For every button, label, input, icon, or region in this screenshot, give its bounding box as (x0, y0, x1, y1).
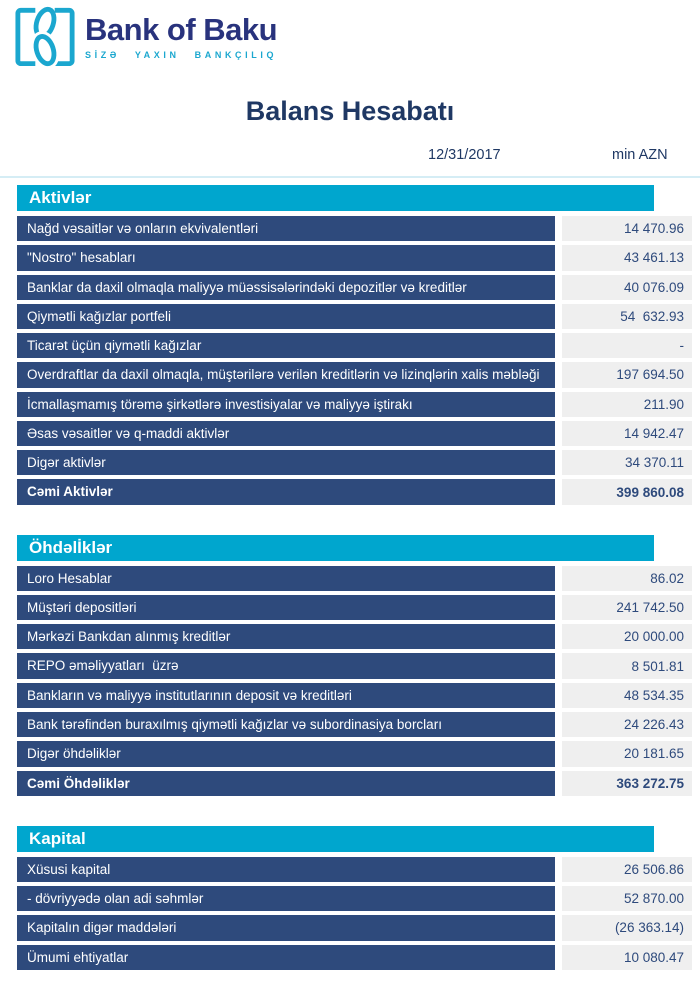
report-meta (0, 147, 700, 165)
table-row (17, 945, 692, 970)
row-value: 399 860.08 (562, 479, 692, 504)
table-row (17, 886, 692, 911)
currency-unit: min AZN (612, 147, 668, 163)
row-value: - (562, 333, 692, 358)
cell-gap (555, 304, 562, 329)
row-value: 363 272.75 (562, 771, 692, 796)
brand-tagline: SİZƏ YAXIN BANKÇILIQ (85, 50, 278, 61)
row-label: Nağd vəsaitlər və onların ekvivalentləri (17, 216, 555, 241)
row-value: 20 181.65 (562, 741, 692, 766)
row-label: İcmallaşmamış törəmə şirkətlərə investisiyalar və maliyyə iştirakı (17, 392, 555, 417)
row-value: 54 632.93 (562, 304, 692, 329)
table-row (17, 683, 692, 708)
page-title: Balans Hesabatı (245, 96, 455, 126)
balance-section (17, 185, 692, 505)
table-row (17, 741, 692, 766)
section-rows (17, 566, 692, 796)
table-row (17, 595, 692, 620)
table-row (17, 624, 692, 649)
table-row (17, 479, 692, 504)
row-value: 10 080.47 (562, 945, 692, 970)
table-row (17, 857, 692, 882)
table-row (17, 653, 692, 678)
cell-gap (555, 362, 562, 387)
row-label: Bankların və maliyyə institutlarının deposit və kreditləri (17, 683, 555, 708)
section-title: Kapital (17, 826, 654, 852)
table-row (17, 566, 692, 591)
row-value: 197 694.50 (562, 362, 692, 387)
row-label: "Nostro" hesabları (17, 245, 555, 270)
row-value: 14 942.47 (562, 421, 692, 446)
cell-gap (555, 683, 562, 708)
cell-gap (555, 771, 562, 796)
row-label: Qiymətli kağızlar portfeli (17, 304, 555, 329)
table-row (17, 362, 692, 387)
cell-gap (555, 333, 562, 358)
table-row (17, 333, 692, 358)
cell-gap (555, 275, 562, 300)
section-title: Aktivlər (17, 185, 654, 211)
table-row (17, 392, 692, 417)
row-value: 40 076.09 (562, 275, 692, 300)
row-label: Əsas vəsaitlər və q-maddi aktivlər (17, 421, 555, 446)
row-value: 48 534.35 (562, 683, 692, 708)
divider-rule (0, 176, 700, 178)
cell-gap (555, 566, 562, 591)
section-rows (17, 216, 692, 505)
table-row (17, 915, 692, 940)
balance-section (17, 535, 692, 796)
row-value: 20 000.00 (562, 624, 692, 649)
table-row (17, 216, 692, 241)
balance-section (17, 826, 692, 970)
cell-gap (555, 712, 562, 737)
row-value: 24 226.43 (562, 712, 692, 737)
cell-gap (555, 450, 562, 475)
brand-name: Bank of Baku (85, 12, 278, 47)
cell-gap (555, 595, 562, 620)
section-title: Öhdəlİklər (17, 535, 654, 561)
cell-gap (555, 624, 562, 649)
row-label: Kapitalın digər maddələri (17, 915, 555, 940)
row-label: Cəmi Aktivlər (17, 479, 555, 504)
cell-gap (555, 245, 562, 270)
cell-gap (555, 945, 562, 970)
balance-table (17, 185, 692, 970)
row-value: 26 506.86 (562, 857, 692, 882)
row-value: 8 501.81 (562, 653, 692, 678)
row-label: Digər aktivlər (17, 450, 555, 475)
row-label: Ticarət üçün qiymətli kağızlar (17, 333, 555, 358)
row-label: Digər öhdəliklər (17, 741, 555, 766)
row-value: 86.02 (562, 566, 692, 591)
table-row (17, 304, 692, 329)
report-date: 12/31/2017 (428, 147, 501, 163)
row-value: 211.90 (562, 392, 692, 417)
row-label: Banklar da daxil olmaqla maliyyə müəssisələrindəki depozitlər və kreditlər (17, 275, 555, 300)
cell-gap (555, 857, 562, 882)
table-row (17, 450, 692, 475)
row-label: Xüsusi kapital (17, 857, 555, 882)
cell-gap (555, 653, 562, 678)
row-label: Bank tərəfindən buraxılmış qiymətli kağızlar və subordinasiya borcları (17, 712, 555, 737)
row-value: 14 470.96 (562, 216, 692, 241)
row-value: 52 870.00 (562, 886, 692, 911)
row-label: Ümumi ehtiyatlar (17, 945, 555, 970)
table-row (17, 245, 692, 270)
row-label: REPO əməliyyatları üzrə (17, 653, 555, 678)
table-row (17, 712, 692, 737)
row-label: Müştəri depositləri (17, 595, 555, 620)
cell-gap (555, 741, 562, 766)
table-row (17, 275, 692, 300)
cell-gap (555, 915, 562, 940)
cell-gap (555, 479, 562, 504)
row-value: 43 461.13 (562, 245, 692, 270)
cell-gap (555, 216, 562, 241)
cell-gap (555, 421, 562, 446)
row-label: Overdraftlar da daxil olmaqla, müştərilərə verilən kreditlərin və lizinqlərin xalis məbləği (17, 362, 555, 387)
row-value: 34 370.11 (562, 450, 692, 475)
cell-gap (555, 886, 562, 911)
row-label: - dövriyyədə olan adi səhmlər (17, 886, 555, 911)
bank-logo (0, 0, 700, 68)
row-value: (26 363.14) (562, 915, 692, 940)
row-value: 241 742.50 (562, 595, 692, 620)
table-row (17, 771, 692, 796)
cell-gap (555, 392, 562, 417)
row-label: Loro Hesablar (17, 566, 555, 591)
row-label: Cəmi Öhdəliklər (17, 771, 555, 796)
bank-of-baku-chain-icon (14, 5, 76, 68)
section-rows (17, 857, 692, 970)
row-label: Mərkəzi Bankdan alınmış kreditlər (17, 624, 555, 649)
table-row (17, 421, 692, 446)
